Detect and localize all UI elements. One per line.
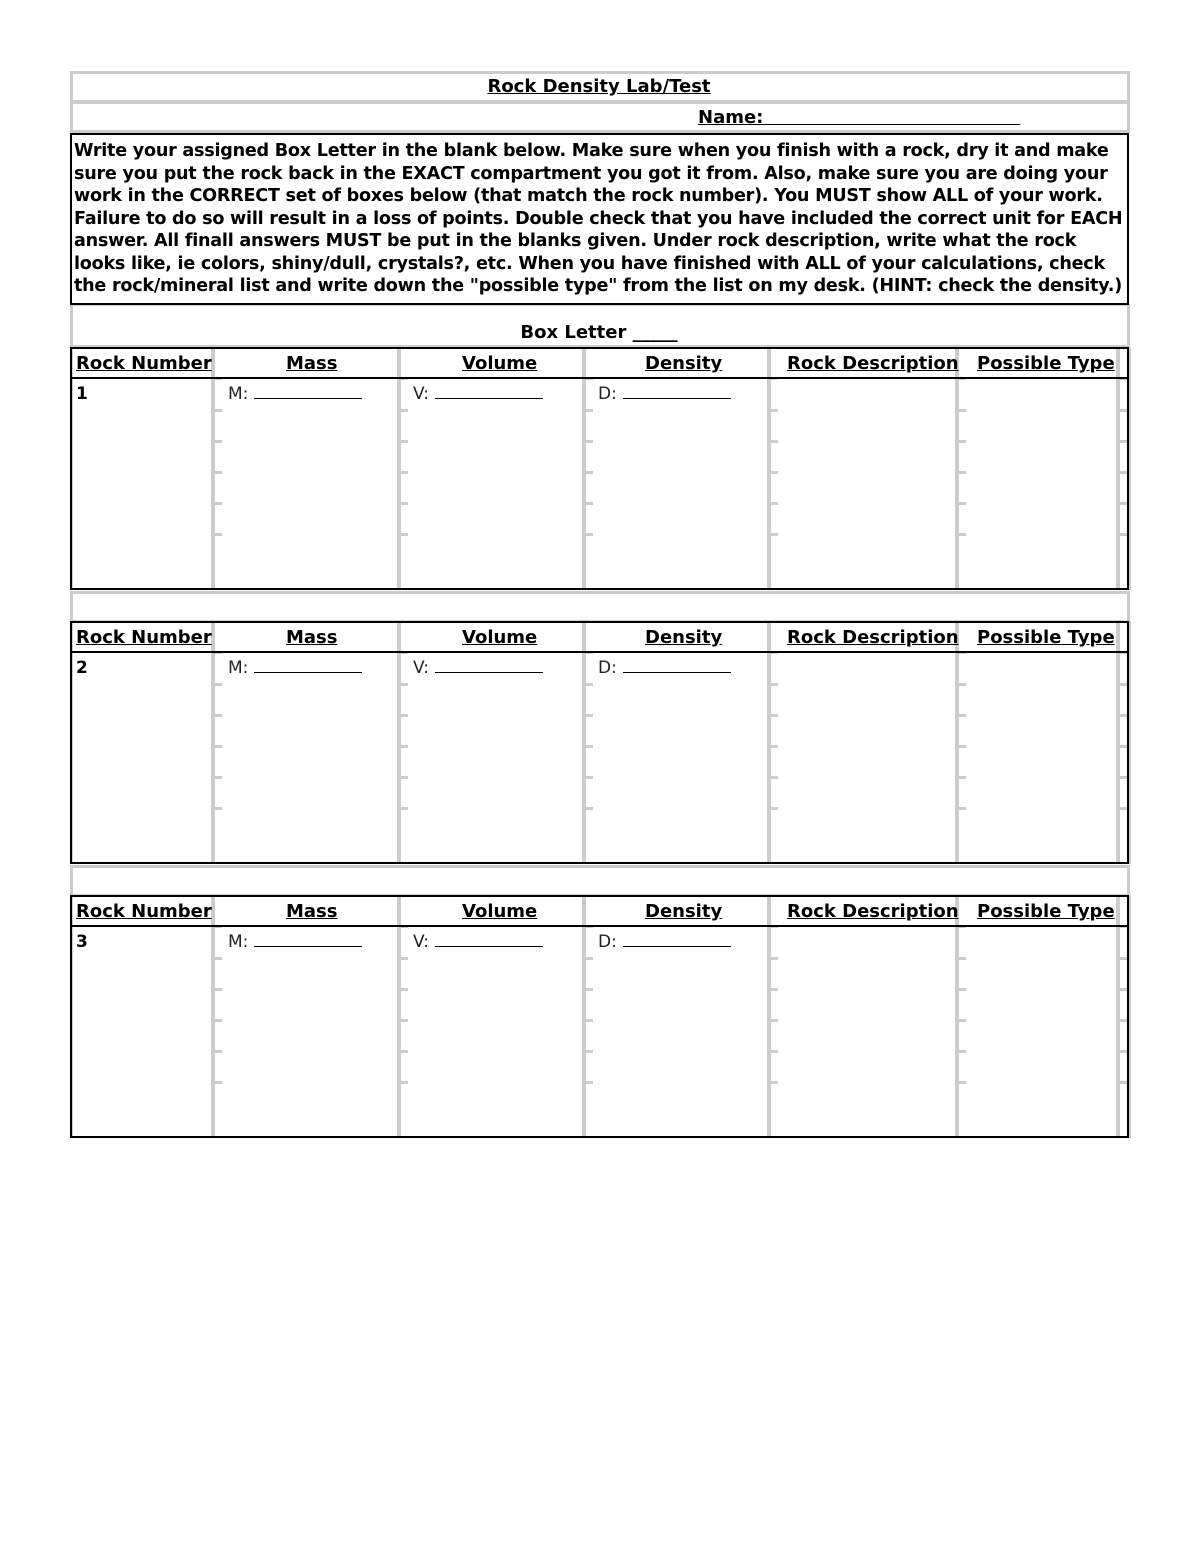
volume-blank[interactable]: [435, 658, 543, 673]
column-header: Possible Type: [977, 901, 1115, 922]
volume-blank[interactable]: [435, 932, 543, 947]
density-answer-field[interactable]: [598, 932, 731, 952]
volume-blank[interactable]: [435, 384, 543, 399]
volume-answer-field[interactable]: [413, 932, 543, 952]
mass-prefix: M:: [228, 384, 249, 404]
column-header: Volume: [462, 353, 538, 374]
column-header: Rock Description: [787, 353, 959, 374]
mass-blank[interactable]: [254, 932, 362, 947]
density-prefix: D:: [598, 658, 617, 678]
density-blank[interactable]: [623, 932, 731, 947]
mass-answer-field[interactable]: [228, 932, 362, 952]
column-header: Mass: [286, 901, 338, 922]
rock-number: 3: [76, 932, 88, 952]
volume-prefix: V:: [413, 384, 429, 404]
name-blank: [763, 107, 1020, 128]
column-header: Volume: [462, 901, 538, 922]
volume-prefix: V:: [413, 658, 429, 678]
column-header: Rock Description: [787, 901, 959, 922]
column-header: Rock Number: [76, 901, 212, 922]
name-label: Name:: [698, 107, 764, 128]
density-blank[interactable]: [623, 384, 731, 399]
density-answer-field[interactable]: [598, 384, 731, 404]
mass-answer-field[interactable]: [228, 658, 362, 678]
column-header: Density: [645, 627, 723, 648]
density-answer-field[interactable]: [598, 658, 731, 678]
mass-blank[interactable]: [254, 658, 362, 673]
column-header: Rock Number: [76, 627, 212, 648]
column-header: Possible Type: [977, 627, 1115, 648]
mass-prefix: M:: [228, 658, 249, 678]
volume-answer-field[interactable]: [413, 658, 543, 678]
column-header: Rock Number: [76, 353, 212, 374]
column-header: Density: [645, 353, 723, 374]
box-letter-field[interactable]: Box Letter _____: [520, 322, 678, 343]
column-header: Density: [645, 901, 723, 922]
rock-number: 2: [76, 658, 88, 678]
density-prefix: D:: [598, 384, 617, 404]
instructions-text: Write your assigned Box Letter in the blank below. Make sure when you finish with a rock, dry it and make sure you put the rock back in the EXACT compartment you got it from. Also, make sure you are doing your work in the CORRECT set of boxes below (that match the rock number). You MUST show ALL of your work. Failure to do so will result in a loss of points. Double check that you have included the correct unit for EACH answer. All finall answers MUST be put in the blanks given. Under rock description, write what the rock looks like, ie colors, shiny/dull, crystals?, etc. When you have finished with ALL of your calculations, check the rock/mineral list and write down the "possible type" from the list on my desk. (HINT: check the density.): [74, 141, 1123, 296]
column-header: Mass: [286, 627, 338, 648]
volume-prefix: V:: [413, 932, 429, 952]
density-prefix: D:: [598, 932, 617, 952]
volume-answer-field[interactable]: [413, 384, 543, 404]
spacer-row-cell: [70, 591, 1130, 623]
column-header: Mass: [286, 353, 338, 374]
column-header: Volume: [462, 627, 538, 648]
name-field[interactable]: [698, 107, 1020, 128]
rock-number: 1: [76, 384, 88, 404]
page-title: Rock Density Lab/Test: [487, 76, 711, 97]
column-header: Rock Description: [787, 627, 959, 648]
mass-answer-field[interactable]: [228, 384, 362, 404]
column-header: Possible Type: [977, 353, 1115, 374]
spacer-row-cell: [70, 865, 1130, 897]
mass-blank[interactable]: [254, 384, 362, 399]
density-blank[interactable]: [623, 658, 731, 673]
mass-prefix: M:: [228, 932, 249, 952]
